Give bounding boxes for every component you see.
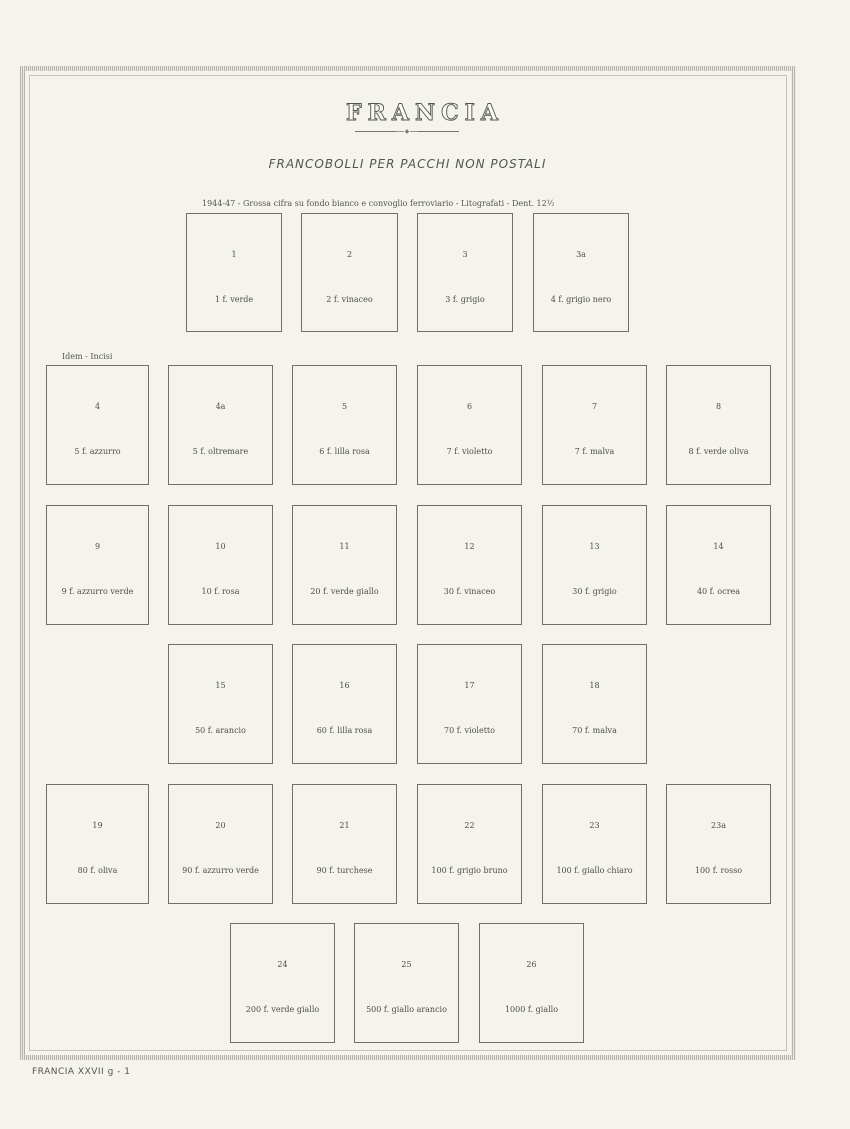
stamp-space[interactable]: [292, 644, 397, 764]
stamp-denomination: 20 f. verde giallo: [310, 587, 379, 596]
stamp-space[interactable]: [417, 365, 522, 485]
stamp-space[interactable]: [230, 923, 335, 1043]
stamp-space[interactable]: [417, 505, 522, 625]
stamp-space[interactable]: [542, 644, 647, 764]
stamp-catalog-number: 12: [464, 542, 475, 551]
stamp-space[interactable]: [168, 505, 273, 625]
stamp-catalog-number: 5: [341, 402, 348, 411]
stamp-catalog-number: 3: [462, 250, 468, 259]
stamp-space[interactable]: [292, 505, 397, 625]
stamp-denomination: 500 f. giallo arancio: [366, 1005, 447, 1014]
stamp-denomination: 9 f. azzurro verde: [61, 587, 134, 596]
stamp-denomination: 200 f. verde giallo: [245, 1005, 320, 1014]
stamp-space[interactable]: [666, 784, 771, 904]
stamp-denomination: 40 f. ocrea: [696, 587, 741, 596]
page-title: FRANCIA: [346, 100, 504, 126]
stamp-denomination: 7 f. malva: [574, 447, 615, 456]
stamp-catalog-number: 25: [401, 960, 412, 969]
stamp-space[interactable]: [479, 923, 584, 1043]
title-ornament-icon: [396, 129, 418, 134]
stamp-space[interactable]: [417, 213, 513, 332]
stamp-denomination: 30 f. vinaceo: [443, 587, 496, 596]
stamp-denomination: 70 f. violetto: [444, 726, 495, 735]
stamp-catalog-number: 19: [92, 821, 103, 830]
stamp-denomination: 60 f. lilla rosa: [316, 726, 373, 735]
stamp-denomination: 70 f. malva: [572, 726, 617, 735]
stamp-space[interactable]: [542, 365, 647, 485]
stamp-denomination: 6 f. lilla rosa: [319, 447, 370, 456]
issue-description: 1944-47 - Grossa cifra su fondo bianco e convoglio ferroviario - Litografati - Dent. 12½: [202, 199, 555, 208]
stamp-catalog-number: 26: [526, 960, 537, 969]
stamp-space[interactable]: [168, 784, 273, 904]
stamp-catalog-number: 6: [466, 402, 473, 411]
stamp-denomination: 5 f. oltremare: [192, 447, 249, 456]
stamp-denomination: 2 f. vinaceo: [326, 295, 373, 304]
stamp-denomination: 7 f. violetto: [446, 447, 493, 456]
stamp-space[interactable]: [417, 784, 522, 904]
stamp-denomination: 90 f. turchese: [316, 866, 373, 875]
stamp-denomination: 1000 f. giallo: [504, 1005, 559, 1014]
stamp-catalog-number: 2: [346, 250, 353, 259]
stamp-space[interactable]: [168, 365, 273, 485]
stamp-space[interactable]: [354, 923, 459, 1043]
stamp-space[interactable]: [292, 365, 397, 485]
stamp-space[interactable]: [666, 365, 771, 485]
stamp-space[interactable]: [533, 213, 629, 332]
engraved-note: Idem - Incisi: [62, 352, 113, 361]
stamp-space[interactable]: [666, 505, 771, 625]
stamp-catalog-number: 23a: [711, 821, 726, 830]
stamp-catalog-number: 17: [464, 681, 475, 690]
stamp-denomination: 30 f. grigio: [572, 587, 617, 596]
stamp-catalog-number: 20: [215, 821, 226, 830]
stamp-space[interactable]: [417, 644, 522, 764]
stamp-space[interactable]: [542, 505, 647, 625]
stamp-denomination: 80 f. oliva: [77, 866, 118, 875]
stamp-catalog-number: 22: [464, 821, 475, 830]
stamp-denomination: 100 f. giallo chiaro: [556, 866, 633, 875]
stamp-catalog-number: 9: [94, 542, 101, 551]
stamp-denomination: 100 f. grigio bruno: [431, 866, 508, 875]
stamp-catalog-number: 21: [339, 821, 350, 830]
stamp-catalog-number: 3a: [576, 250, 586, 259]
stamp-space[interactable]: [301, 213, 398, 332]
stamp-catalog-number: 14: [713, 542, 724, 551]
stamp-catalog-number: 24: [277, 960, 288, 969]
stamp-denomination: 50 f. arancio: [195, 726, 246, 735]
section-title: FRANCOBOLLI PER PACCHI NON POSTALI: [268, 157, 547, 171]
stamp-denomination: 5 f. azzurro: [74, 447, 121, 456]
stamp-space[interactable]: [542, 784, 647, 904]
stamp-denomination: 4 f. grigio nero: [550, 295, 612, 304]
stamp-denomination: 90 f. azzurro verde: [182, 866, 259, 875]
stamp-catalog-number: 8: [715, 402, 722, 411]
stamp-catalog-number: 15: [215, 681, 226, 690]
stamp-catalog-number: 23: [589, 821, 600, 830]
stamp-catalog-number: 13: [589, 542, 600, 551]
stamp-space[interactable]: [46, 505, 149, 625]
stamp-denomination: 100 f. rosso: [694, 866, 743, 875]
stamp-catalog-number: 10: [215, 542, 226, 551]
stamp-denomination: 3 f. grigio: [445, 295, 485, 304]
stamp-catalog-number: 7: [591, 402, 598, 411]
stamp-space[interactable]: [168, 644, 273, 764]
stamp-catalog-number: 4: [94, 402, 101, 411]
stamp-catalog-number: 11: [339, 542, 350, 551]
stamp-catalog-number: 1: [231, 250, 237, 259]
stamp-denomination: 8 f. verde oliva: [688, 447, 749, 456]
stamp-space[interactable]: [46, 784, 149, 904]
stamp-space[interactable]: [186, 213, 282, 332]
stamp-catalog-number: 4a: [215, 402, 226, 411]
stamp-space[interactable]: [46, 365, 149, 485]
stamp-catalog-number: 16: [339, 681, 350, 690]
page-footer-label: FRANCIA XXVII g - 1: [32, 1067, 131, 1077]
stamp-space[interactable]: [292, 784, 397, 904]
stamp-denomination: 1 f. verde: [214, 295, 254, 304]
stamp-denomination: 10 f. rosa: [201, 587, 240, 596]
stamp-catalog-number: 18: [589, 681, 600, 690]
